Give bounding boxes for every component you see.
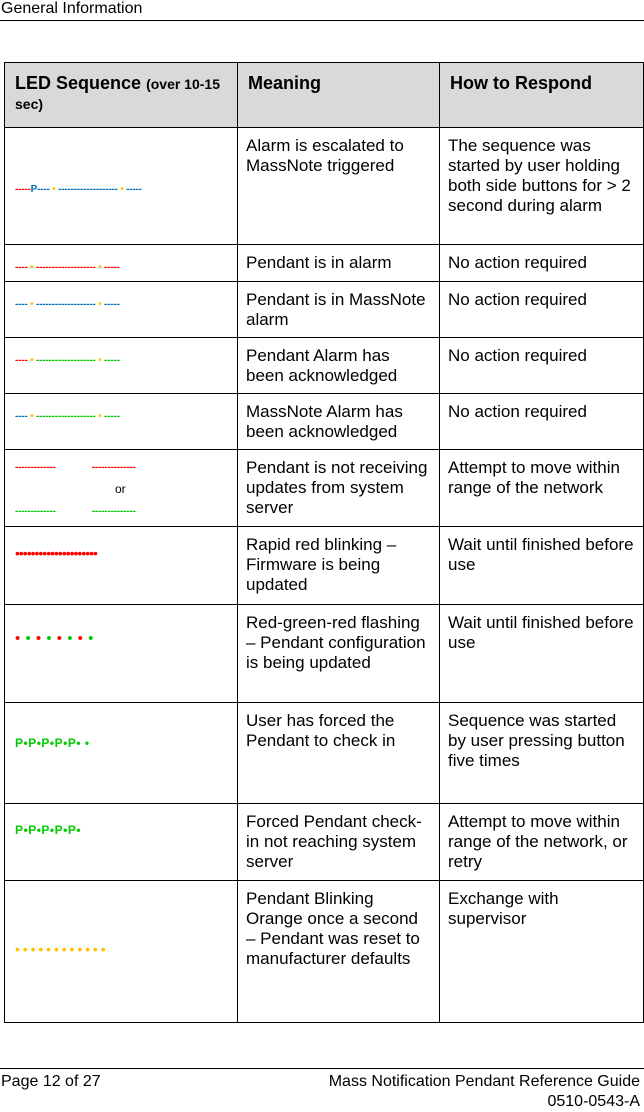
respond-cell: Attempt to move within range of the network, or retry <box>440 804 644 881</box>
table-row <box>5 394 644 450</box>
table-row <box>5 881 644 1023</box>
led-sequence-pattern: P•P•P•P•P• • <box>15 736 90 750</box>
meaning-cell: Pendant is in alarm <box>238 245 440 282</box>
led-sequence-pattern: -----P---- • ------------------- • ----- <box>15 184 142 195</box>
led-sequence-pattern: ------------- -------------- <box>15 462 136 473</box>
col-header-led-sequence: LED Sequence (over 10-15 sec) <box>5 63 238 128</box>
respond-cell: Attempt to move within range of the network <box>440 450 644 527</box>
page-number: Page 12 of 27 <box>1 1073 101 1090</box>
meaning-cell: Red-green-red flashing – Pendant configuration is being updated <box>238 605 440 703</box>
led-sequence-pattern: ---- • ------------------- • ----- <box>15 262 120 273</box>
meaning-cell: MassNote Alarm has been acknowledged <box>238 394 440 450</box>
meaning-cell: Forced Pendant check-in not reaching system server <box>238 804 440 881</box>
led-sequence-cell <box>5 527 238 605</box>
led-sequence-cell <box>5 128 238 245</box>
led-sequence-pattern-alt: ------------- -------------- <box>15 506 136 517</box>
led-sequence-cell <box>5 605 238 703</box>
document-number: 0510-0543-A <box>547 1093 640 1110</box>
respond-cell: No action required <box>440 245 644 282</box>
led-sequence-cell <box>5 245 238 282</box>
led-sequence-table <box>4 62 644 1023</box>
led-sequence-pattern: ---- • ------------------- • ----- <box>15 355 120 366</box>
table-row <box>5 282 644 338</box>
or-label: or <box>115 482 126 496</box>
meaning-cell: Rapid red blinking – Firmware is being updated <box>238 527 440 605</box>
led-sequence-pattern: P•P•P•P•P• <box>15 823 82 837</box>
led-sequence-cell <box>5 804 238 881</box>
col-header-meaning: Meaning <box>238 63 440 128</box>
table-row <box>5 128 644 245</box>
meaning-cell: Pendant Blinking Orange once a second – Pendant was reset to manufacturer defaults <box>238 881 440 1023</box>
led-sequence-cell <box>5 450 238 527</box>
respond-cell: The sequence was started by user holding both side buttons for > 2 second during alarm <box>440 128 644 245</box>
document-title: Mass Notification Pendant Reference Guide <box>328 1073 640 1090</box>
led-sequence-pattern: • • • • • • • • • • • • <box>15 941 106 957</box>
table-row <box>5 605 644 703</box>
led-sequence-cell <box>5 394 238 450</box>
page-header <box>0 0 644 21</box>
respond-cell: Sequence was started by user pressing button five times <box>440 703 644 804</box>
meaning-cell: Alarm is escalated to MassNote triggered <box>238 128 440 245</box>
col-header-how-to-respond: How to Respond <box>440 63 644 128</box>
respond-cell: Exchange with supervisor <box>440 881 644 1023</box>
table-row <box>5 245 644 282</box>
meaning-cell: User has forced the Pendant to check in <box>238 703 440 804</box>
led-sequence-pattern: • • • • • • • • <box>15 630 94 647</box>
respond-cell: Wait until finished before use <box>440 527 644 605</box>
table-row <box>5 703 644 804</box>
table-row <box>5 338 644 394</box>
meaning-cell: Pendant Alarm has been acknowledged <box>238 338 440 394</box>
respond-cell: No action required <box>440 282 644 338</box>
meaning-cell: Pendant is in MassNote alarm <box>238 282 440 338</box>
led-sequence-pattern: ••••••••••••••••••••• <box>15 545 97 561</box>
table-row <box>5 527 644 605</box>
table-row <box>5 804 644 881</box>
respond-cell: No action required <box>440 394 644 450</box>
table-header-row <box>5 63 644 128</box>
led-sequence-cell <box>5 338 238 394</box>
meaning-cell: Pendant is not receiving updates from system server <box>238 450 440 527</box>
led-sequence-pattern: ---- • ------------------- • ----- <box>15 299 120 310</box>
led-sequence-cell <box>5 881 238 1023</box>
respond-cell: Wait until finished before use <box>440 605 644 703</box>
led-sequence-cell <box>5 703 238 804</box>
led-sequence-cell <box>5 282 238 338</box>
page-footer <box>0 1068 644 1110</box>
respond-cell: No action required <box>440 338 644 394</box>
led-sequence-pattern: ---- • ------------------- • ----- <box>15 411 120 422</box>
table-row <box>5 450 644 527</box>
section-title: General Information <box>1 0 143 17</box>
